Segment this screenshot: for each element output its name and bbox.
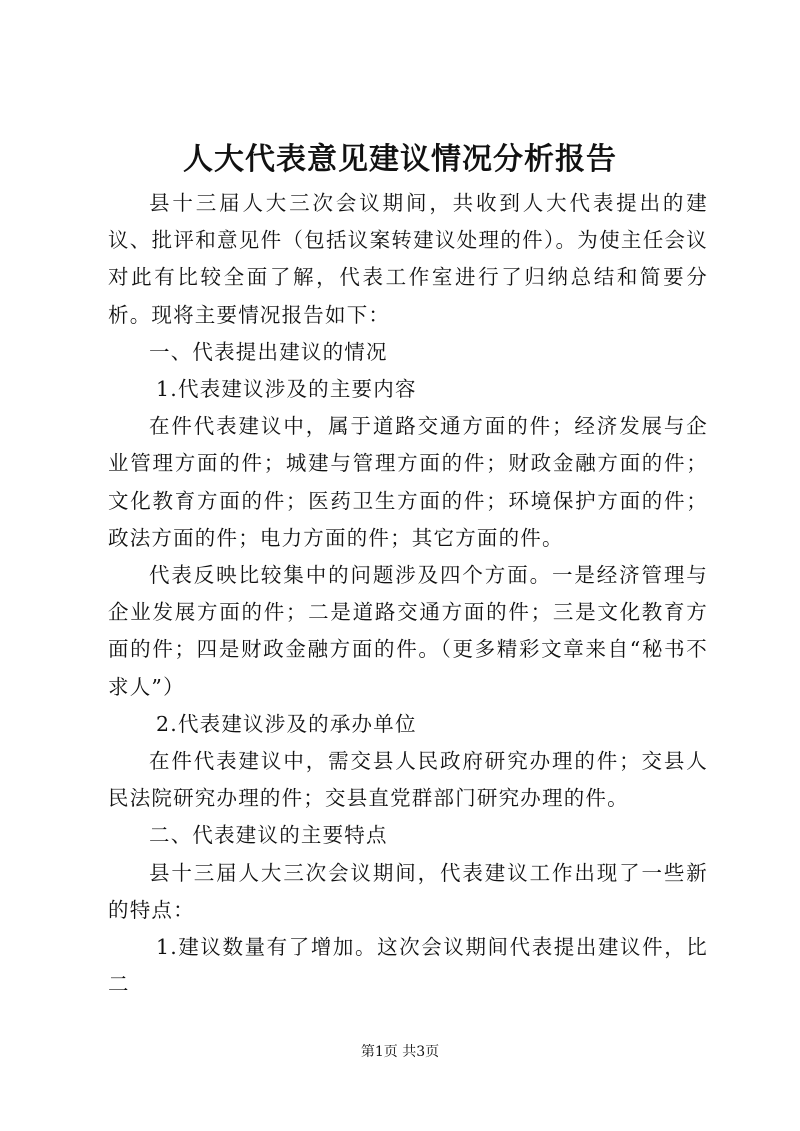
page-footer: 第1页 共3页 (360, 1044, 440, 1060)
intro-paragraph: 县十三届人大三次会议期间，共收到人大代表提出的建议、批评和意见件（包括议案转建议处理的件）。为使主任会议对此有比较全面了解，代表工作室进行了归纳总结和简要分析。现将主要情况报告如下： (108, 191, 708, 327)
document-title: 人大代表意见建议情况分析报告 (183, 142, 617, 177)
section-heading-2: 二、代表建议的主要特点 (149, 823, 388, 848)
subsection-heading-1-1: 1.代表建议涉及的主要内容 (156, 377, 417, 402)
content-paragraph-topics: 在件代表建议中，属于道路交通方面的件；经济发展与企业管理方面的件；城建与管理方面的件；财政金融方面的件；文化教育方面的件；医药卫生方面的件；环境保护方面的件；政法方面的件；电力方面的件；其它方面的件。 (108, 414, 708, 550)
content-paragraph-item-1: 1.建议数量有了增加。这次会议期间代表提出建议件，比二 (108, 935, 708, 997)
content-paragraph-units: 在件代表建议中，需交县人民政府研究办理的件；交县人民法院研究办理的件；交县直党群部门研究办理的件。 (108, 749, 708, 811)
content-paragraph-features: 县十三届人大三次会议期间，代表建议工作出现了一些新的特点： (108, 860, 708, 922)
content-paragraph-focus: 代表反映比较集中的问题涉及四个方面。一是经济管理与企业发展方面的件；二是道路交通方面的件；三是文化教育方面的件；四是财政金融方面的件。（更多精彩文章来自“秘书不求人”） (108, 563, 708, 699)
subsection-heading-1-2: 2.代表建议涉及的承办单位 (156, 711, 417, 736)
section-heading-1: 一、代表提出建议的情况 (149, 339, 388, 364)
document-body (108, 185, 708, 1003)
